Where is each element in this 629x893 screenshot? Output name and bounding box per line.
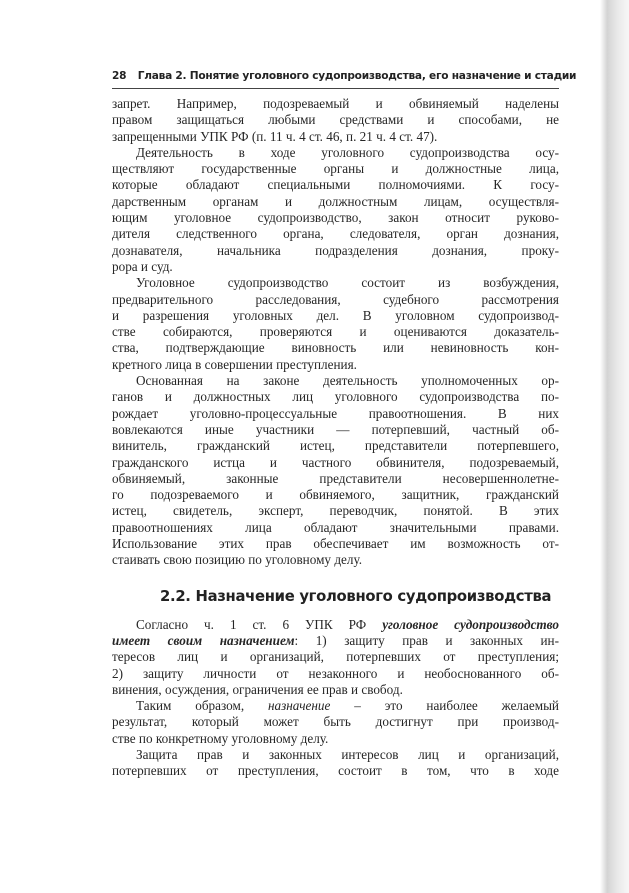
text-line: правоотношениях лица обладают значительными правами. — [112, 519, 559, 535]
text-line: вовлекаются иные участники — потерпевший, частный об- — [112, 421, 559, 437]
text-line: винитель, гражданский истец, представители потерпевшего, — [112, 438, 559, 454]
header-rule — [112, 88, 559, 89]
emphasis-text: уголовное судопроизводство — [382, 616, 559, 632]
text-line: правом защищаться любыми средствами и способами, не — [112, 112, 559, 128]
page-body — [112, 96, 559, 780]
text-run: Таким образом, — [136, 698, 268, 714]
text-line: стве по конкретному уголовному делу. — [112, 730, 329, 746]
text-line — [112, 617, 559, 633]
text-line: стаивать свою позицию по уголовному делу. — [112, 552, 363, 568]
text-line: Защита прав и законных интересов лиц и организаций, — [136, 746, 559, 762]
text-line: го подозреваемого и обвиняемого, защитник, гражданский — [112, 487, 559, 503]
section-heading: 2.2. Назначение уголовного судопроизводства — [160, 587, 552, 605]
text-line: которые обладают специальными полномочиями. К госу- — [112, 177, 559, 193]
text-run: Согласно ч. 1 ст. 6 УПК РФ — [136, 616, 383, 632]
section-spacer — [112, 609, 559, 617]
paragraph-3 — [112, 275, 559, 373]
text-line: ющим уголовное судопроизводство, закон относит руково- — [112, 210, 559, 226]
paragraph-1 — [112, 96, 559, 145]
text-line: стве собираются, проверяются и оцениваются доказатель- — [112, 324, 559, 340]
text-line: винения, осуждения, ограничения ее прав и свобод. — [112, 681, 403, 697]
text-line: дознавателя, начальника подразделения дознания, проку- — [112, 242, 559, 258]
text-line: кретного лица в совершении преступления. — [112, 356, 357, 372]
section-spacer — [112, 569, 559, 585]
paragraph-4 — [112, 373, 559, 569]
text-line — [112, 698, 559, 714]
page-number: 28 — [112, 70, 127, 82]
text-line: 2) защиту личности от незаконного и необоснованного об- — [112, 665, 559, 681]
text-line: и разрешения уголовных дел. В уголовном судопроизвод- — [112, 307, 559, 323]
text-line: запрет. Например, подозреваемый и обвиняемый наделены — [112, 96, 559, 111]
paragraph-7 — [112, 747, 559, 780]
text-line: рора и суд. — [112, 258, 173, 274]
text-line: предварительного расследования, судебного рассмотрения — [112, 291, 559, 307]
text-line: истец, свидетель, эксперт, переводчик, понятой. В этих — [112, 503, 559, 519]
text-line: дителя следственного органа, следователя, орган дознания, — [112, 226, 559, 242]
text-line: Уголовное судопроизводство состоит из возбуждения, — [136, 275, 559, 291]
paragraph-6 — [112, 698, 559, 747]
paragraph-2 — [112, 145, 559, 275]
text-line: дарственным органам и должностным лицам, осуществля- — [112, 193, 559, 209]
emphasis-text: имеет своим назначением — [112, 632, 295, 648]
text-line: тересов лиц и организаций, потерпевших от преступления; — [112, 649, 559, 665]
text-line: результат, который может быть достигнут при производ- — [112, 714, 559, 730]
text-line: ганов и должностных лиц уголовного судопроизводства по- — [112, 389, 559, 405]
text-line: Использование этих прав обеспечивает им возможность от- — [112, 536, 559, 552]
text-line: ства, подтверждающие виновность или невиновность кон- — [112, 340, 559, 356]
paragraph-5 — [112, 617, 559, 698]
text-line: потерпевших от преступления, состоит в том, что в ходе — [112, 763, 559, 779]
italic-term: назначение — [267, 698, 331, 714]
text-run: : 1) защиту прав и законных ин- — [294, 632, 559, 648]
text-line: запрещенными УПК РФ (п. 11 ч. 4 ст. 46, п. 21 ч. 4 ст. 47). — [112, 128, 438, 144]
text-line: ществляют государственные органы и должностные лица, — [112, 161, 559, 177]
text-line: Основанная на законе деятельность уполномоченных ор- — [136, 373, 559, 389]
text-line: рождает уголовно-процессуальные правоотношения. В них — [112, 405, 559, 421]
text-run: – это наиболее желаемый — [330, 698, 559, 714]
running-header — [112, 70, 577, 86]
text-line — [112, 633, 559, 649]
text-line: гражданского истца и частного обвинителя, подозреваемый, — [112, 454, 559, 470]
text-line: обвиняемый, законные представители несовершеннолетне- — [112, 470, 559, 486]
text-line: Деятельность в ходе уголовного судопроизводства осу- — [136, 144, 559, 160]
running-title: Глава 2. Понятие уголовного судопроизводства, его назначение и стадии — [137, 70, 577, 82]
